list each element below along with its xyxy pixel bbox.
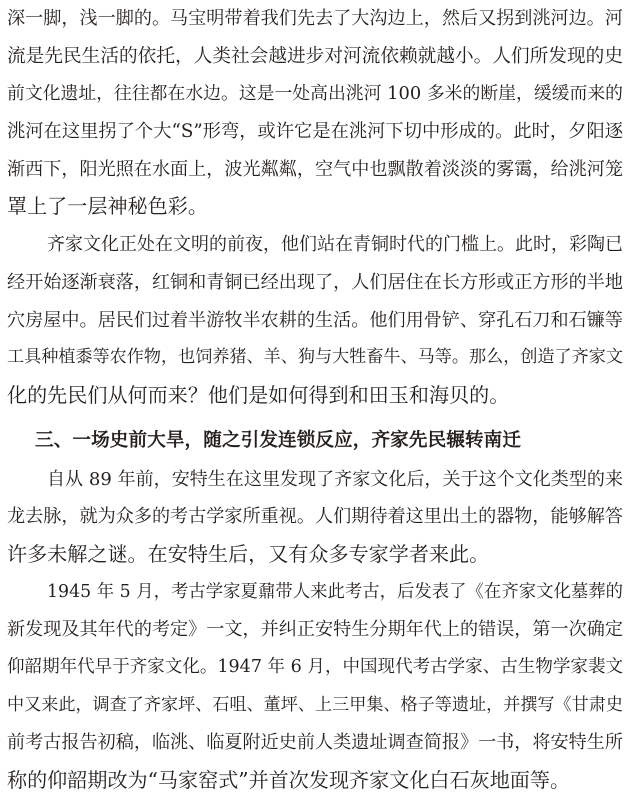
text-line: 龙去脉，就为众多的考古学家所重视。人们期待着这里出土的器物，能够解答 <box>7 506 623 528</box>
document-page <box>7 0 623 800</box>
text-line: 新发现及其年代的考定》一文，并纠正安特生分期年代上的错误，第一次确定 <box>7 619 623 641</box>
text-line: 称的仰韶期改为“马家窑式”并首次发现齐家文化白石灰地面等。 <box>7 768 571 793</box>
section-heading: 三、一场史前大旱，随之引发连锁反应，齐家先民辗转南迁 <box>35 429 522 451</box>
text-line: 流是先民生活的依托，人类社会越进步对河流依赖就越小。人们所发现的史 <box>7 45 623 67</box>
text-line: 自从 89 年前，安特生在这里发现了齐家文化后，关于这个文化类型的来 <box>47 468 623 490</box>
text-line: 化的先民们从何而来？他们是如何得到和田玉和海贝的。 <box>7 382 510 407</box>
paragraph-3 <box>7 461 623 574</box>
text-line: 前文化遗址，往往都在水边。这是一处高出洮河 100 多米的断崖，缓缓而来的 <box>7 83 623 105</box>
paragraph-2 <box>7 226 623 414</box>
text-line: 前考古报告初稿，临洮、临夏附近史前人类遗址调查简报》一书，将安特生所 <box>7 732 623 754</box>
text-line: 洮河在这里拐了个大“S”形弯，或许它是在洮河下切中形成的。此时，夕阳逐 <box>7 121 623 143</box>
text-line: 中又来此，调查了齐家坪、石咀、董坪、上三甲集、格子等遗址，并撰写《甘肃史 <box>7 694 623 715</box>
text-line: 渐西下，阳光照在水面上，波光粼粼，空气中也飘散着淡淡的雾霭，给洮河笼 <box>7 158 623 180</box>
text-line: 仰韶期年代早于齐家文化。1947 年 6 月，中国现代考古学家、古生物学家裴文 <box>7 657 623 677</box>
paragraph-4 <box>7 574 623 800</box>
paragraph-1 <box>7 0 623 226</box>
text-line: 罩上了一层神秘色彩。 <box>7 194 208 219</box>
text-line: 穴房屋中。居民们过着半游牧半农耕的生活。他们用骨铲、穿孔石刀和石镰等 <box>7 309 623 331</box>
text-line: 齐家文化正处在文明的前夜，他们站在青铜时代的门槛上。此时，彩陶已 <box>47 234 623 256</box>
text-line: 1945 年 5 月，考古学家夏鼐带人来此考古，后发表了《在齐家文化墓葬的 <box>47 581 623 602</box>
text-line: 深一脚，浅一脚的。马宝明带着我们先去了大沟边上，然后又拐到洮河边。河 <box>7 8 623 29</box>
text-line: 经开始逐渐衰落，红铜和青铜已经出现了，人们居住在长方形或正方形的半地 <box>7 271 623 293</box>
text-line: 工具种植黍等农作物，也饲养猪、羊、狗与大牲畜牛、马等。那么，创造了齐家文 <box>7 347 623 368</box>
text-line: 许多未解之谜。在安特生后，又有众多专家学者来此。 <box>7 541 490 566</box>
